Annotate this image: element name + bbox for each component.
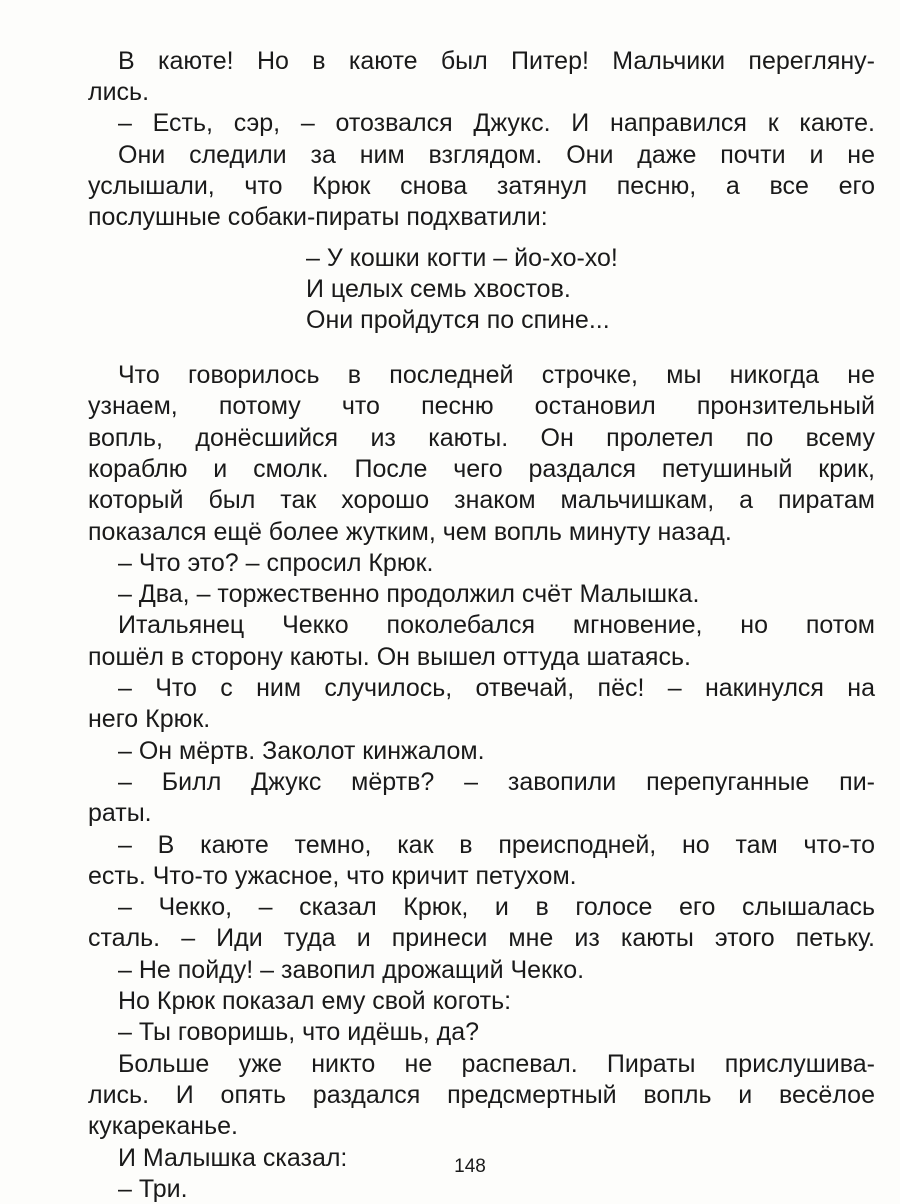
text-line: Что говорилось в последней строчке, мы никогда не	[118, 361, 875, 389]
text-line: вопль, донёсшийся из каюты. Он пролетел по всему	[88, 423, 875, 452]
text-line: – Что это? – спросил Крюк.	[118, 548, 434, 577]
text-line: него Крюк.	[88, 705, 211, 734]
text-line: – Что с ним случилось, отвечай, пёс! – накинулся на	[118, 674, 875, 702]
poem-line: И целых семь хвостов.	[306, 275, 571, 303]
text-line: И Малышка сказал:	[118, 1143, 348, 1172]
text-line: – В каюте темно, как в преисподней, но там что-то	[118, 830, 875, 859]
text-line: есть. Что-то ужасное, что кричит петухом.	[88, 861, 577, 890]
text-line: В каюте! Но в каюте был Питер! Мальчики перегляну-	[118, 47, 875, 75]
text-line: раты.	[88, 799, 152, 828]
text-line: лись.	[88, 78, 150, 106]
text-line: кораблю и смолк. После чего раздался петушиный крик,	[88, 454, 875, 483]
text-line: – Два, – торжественно продолжил счёт Малышка.	[118, 580, 700, 609]
poem-line: – У кошки когти – йо-хо-хо!	[306, 244, 618, 272]
text-line: – Три.	[118, 1174, 188, 1203]
text-line: – Есть, сэр, – отозвался Джукс. И направился к каюте.	[118, 109, 875, 137]
text-line: – Не пойду! – завопил дрожащий Чекко.	[118, 955, 585, 984]
page-number: 148	[454, 1156, 486, 1177]
text-line: Больше уже никто не распевал. Пираты прислушива-	[118, 1049, 875, 1078]
poem-line: Они пройдутся по спине...	[306, 306, 610, 334]
text-line: узнаем, потому что песню остановил пронзительный	[88, 392, 875, 421]
text-line: Но Крюк показал ему свой коготь:	[118, 987, 512, 1015]
text-line: послушные собаки-пираты подхватили:	[88, 203, 548, 231]
text-line: сталь. – Иди туда и принеси мне из каюты этого петьку.	[88, 924, 875, 953]
text-line: Итальянец Чекко поколебался мгновение, но потом	[118, 611, 875, 640]
text-line: – Билл Джукс мёртв? – завопили перепуганные пи-	[118, 767, 875, 796]
text-line: – Он мёртв. Заколот кинжалом.	[118, 736, 485, 765]
text-line: – Чекко, – сказал Крюк, и в голосе его слышалась	[118, 893, 875, 922]
text-line: который был так хорошо знаком мальчишкам, а пиратам	[88, 486, 875, 515]
text-line: показался ещё более жутким, чем вопль минуту назад.	[88, 517, 732, 546]
text-line: пошёл в сторону каюты. Он вышел оттуда шатаясь.	[88, 642, 691, 671]
text-line: лись. И опять раздался предсмертный вопль и весёлое	[88, 1080, 875, 1109]
text-line: услышали, что Крюк снова затянул песню, а все его	[88, 172, 875, 200]
text-line: кукареканье.	[88, 1112, 238, 1141]
text-line: – Ты говоришь, что идёшь, да?	[118, 1018, 480, 1047]
text-line: Они следили за ним взглядом. Они даже почти и не	[118, 141, 875, 169]
